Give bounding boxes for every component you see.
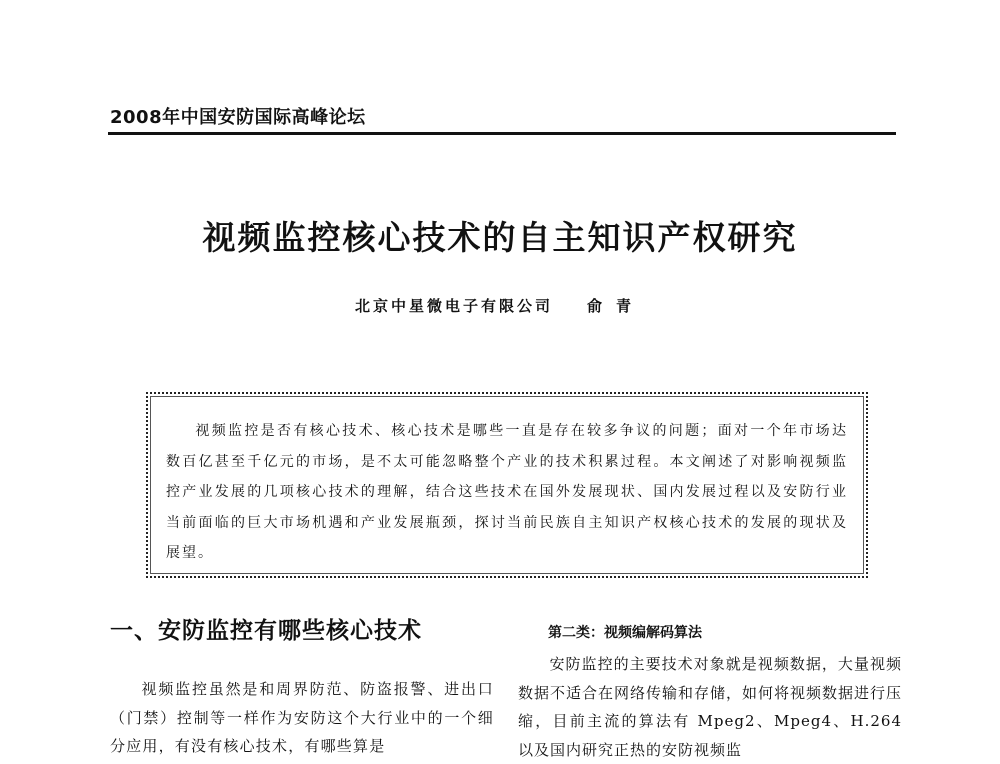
- abstract-box: [146, 392, 868, 578]
- author-name: 俞青: [587, 297, 646, 315]
- affiliation: 北京中星微电子有限公司: [354, 297, 553, 315]
- abstract-text: 视频监控是否有核心技术、核心技术是哪些一直是存在较多争议的问题；面对一个年市场达数百亿甚至千亿元的市场，是不太可能忽略整个产业的技术积累过程。本文阐述了对影响视频监控产业发展的几项核心技术的理解，结合这些技术在国外发展现状、国内发展过程以及安防行业当前面临的巨大市场机遇和产业发展瓶颈，探讨当前民族自主知识产权核心技术的发展的现状及展望。: [166, 423, 848, 561]
- left-column: [110, 612, 494, 761]
- left-paragraph: 视频监控虽然是和周界防范、防盗报警、进出口（门禁）控制等一样作为安防这个大行业中的一个细分应用，有没有核心技术，有哪些算是: [110, 680, 494, 755]
- header-rule: [108, 132, 896, 135]
- subsection-heading: 第二类：视频编解码算法: [548, 625, 702, 641]
- byline: [0, 295, 1000, 316]
- conference-header: 2008年中国安防国际高峰论坛: [110, 107, 366, 128]
- right-paragraph: 安防监控的主要技术对象就是视频数据，大量视频数据不适合在网络传输和存储，如何将视频数据进行压缩，目前主流的算法有 Mpeg2、Mpeg4、H.264 以及国内研究正热的安防视频监: [518, 655, 903, 759]
- right-column: [518, 622, 902, 764]
- section-heading: 一、安防监控有哪些核心技术: [110, 618, 422, 644]
- paper-title: 视频监控核心技术的自主知识产权研究: [202, 218, 798, 257]
